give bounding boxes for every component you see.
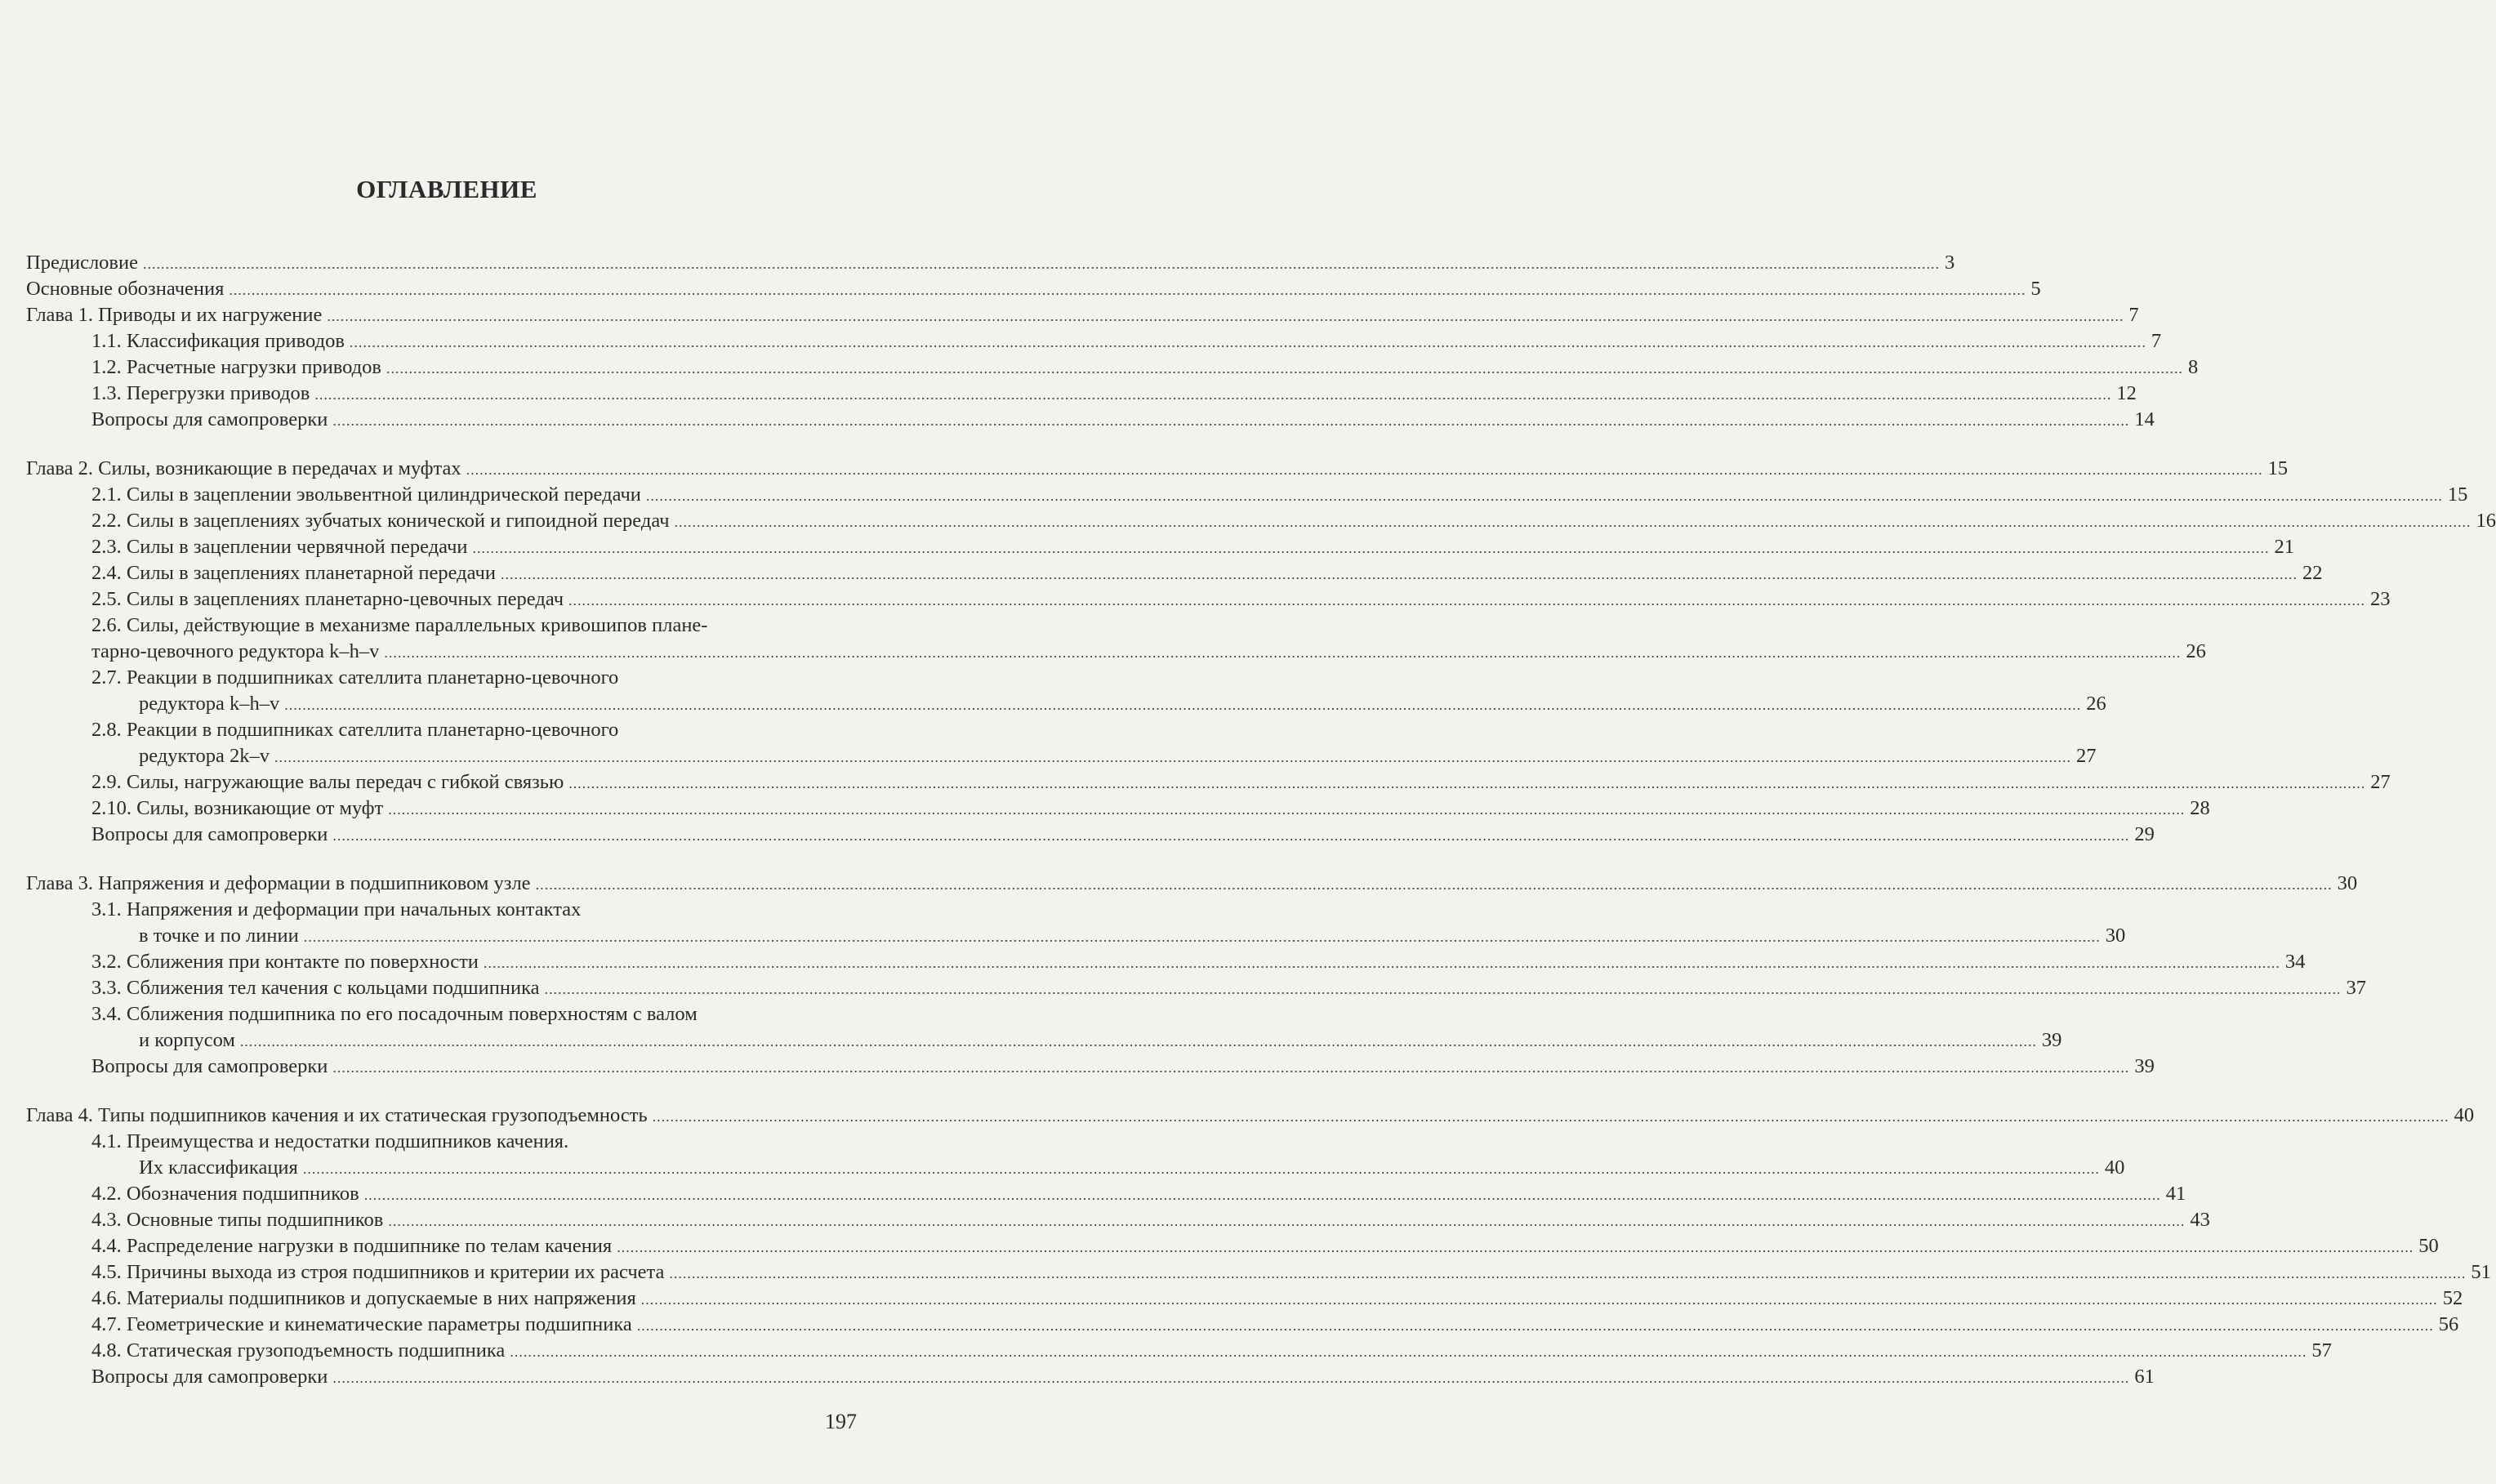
toc-leader-dots: ................................................................................................................................................................................................................................................................................................................................................................................................................ bbox=[500, 566, 2298, 582]
toc-entry bbox=[26, 1181, 2186, 1207]
toc-leader-dots: ................................................................................................................................................................................................................................................................................................................................................................................................................ bbox=[472, 540, 2270, 556]
toc-entry bbox=[26, 560, 2323, 586]
toc-entry-page: 40 bbox=[2454, 1104, 2475, 1126]
toc-entry bbox=[26, 482, 2468, 508]
toc-entry bbox=[26, 1259, 2491, 1286]
toc-leader-dots: ................................................................................................................................................................................................................................................................................................................................................................................................................ bbox=[617, 1239, 2414, 1255]
toc-entry bbox=[26, 665, 869, 691]
toc-entry-title: в точке и по линии bbox=[139, 923, 304, 949]
toc-entry bbox=[26, 1001, 869, 1027]
toc-entry-title: 1.3. Перегрузки приводов bbox=[91, 381, 314, 407]
toc-entry bbox=[26, 613, 869, 639]
toc-entry-page: 27 bbox=[2075, 745, 2097, 767]
toc-entry-title: 2.5. Силы в зацеплениях планетарно-цевочных передач bbox=[91, 586, 568, 613]
toc-entry bbox=[26, 276, 2041, 302]
toc-leader-dots: ................................................................................................................................................................................................................................................................................................................................................................................................................ bbox=[302, 1161, 2100, 1177]
toc-entry bbox=[26, 949, 2306, 975]
toc-entry-page: 3 bbox=[1944, 252, 1955, 274]
toc-leader-dots: ................................................................................................................................................................................................................................................................................................................................................................................................................ bbox=[384, 644, 2182, 661]
toc-entry-title: Вопросы для самопроверки bbox=[91, 407, 332, 433]
toc-entry-title: 2.4. Силы в зацеплениях планетарной передачи bbox=[91, 560, 501, 586]
toc-leader-dots: ................................................................................................................................................................................................................................................................................................................................................................................................................ bbox=[568, 775, 2366, 791]
toc-entry-title: 3.3. Сближения тел качения с кольцами подшипника bbox=[91, 975, 545, 1001]
toc-entry-title: 3.2. Сближения при контакте по поверхности bbox=[91, 949, 484, 975]
toc-entry-page: 34 bbox=[2284, 951, 2306, 973]
toc-entry bbox=[26, 302, 2139, 328]
toc-entry bbox=[26, 250, 1955, 276]
toc-leader-dots: ................................................................................................................................................................................................................................................................................................................................................................................................................ bbox=[388, 801, 2186, 818]
toc-entry-page: 8 bbox=[2187, 356, 2199, 378]
toc-entry-title: 2.9. Силы, нагружающие валы передач с гибкой связью bbox=[91, 769, 568, 795]
toc-leader-dots: ................................................................................................................................................................................................................................................................................................................................................................................................................ bbox=[332, 1370, 2130, 1386]
toc-leader-dots: ................................................................................................................................................................................................................................................................................................................................................................................................................ bbox=[388, 1213, 2186, 1229]
toc-entry-page: 57 bbox=[2311, 1339, 2332, 1361]
toc-entry-title: 2.1. Силы в зацеплении эвольвентной цилиндрической передачи bbox=[91, 482, 646, 508]
toc-leader-dots: ................................................................................................................................................................................................................................................................................................................................................................................................................ bbox=[652, 1108, 2449, 1125]
toc-entry-title: Предисловие bbox=[26, 250, 143, 276]
toc-leader-dots: ................................................................................................................................................................................................................................................................................................................................................................................................................ bbox=[483, 955, 2280, 971]
toc-entry-page: 37 bbox=[2346, 977, 2367, 999]
toc-entry bbox=[26, 871, 2358, 897]
toc-entry-page: 28 bbox=[2190, 797, 2210, 819]
toc-entry bbox=[26, 795, 2210, 822]
toc-entry-title: 1.1. Классификация приводов bbox=[91, 328, 350, 354]
toc-leader-dots: ................................................................................................................................................................................................................................................................................................................................................................................................................ bbox=[386, 360, 2183, 377]
toc-entry-page: 30 bbox=[2337, 872, 2358, 894]
toc-entry-page: 7 bbox=[2128, 304, 2139, 326]
toc-entry-title: 1.2. Расчетные нагрузки приводов bbox=[91, 354, 386, 381]
toc-entry-title: 4.5. Причины выхода из строя подшипников и критерии их расчета bbox=[91, 1259, 669, 1286]
toc-leader-dots: ................................................................................................................................................................................................................................................................................................................................................................................................................ bbox=[284, 697, 2082, 713]
toc-entry-title: 4.7. Геометрические и кинематические параметры подшипника bbox=[91, 1312, 637, 1338]
toc-entry-title: 2.8. Реакции в подшипниках сателлита планетарно-цевочного bbox=[91, 717, 623, 743]
toc-entry-page: 26 bbox=[2186, 640, 2206, 662]
toc-entry-title: 2.10. Силы, возникающие от муфт bbox=[91, 795, 388, 822]
toc-entry-page: 56 bbox=[2438, 1313, 2459, 1335]
toc-entry bbox=[26, 1233, 2439, 1259]
toc-entry-title: редуктора k–h–v bbox=[139, 691, 284, 717]
toc-entry-page: 43 bbox=[2190, 1209, 2210, 1231]
toc-entry bbox=[26, 534, 2294, 560]
toc-entry-page: 22 bbox=[2302, 562, 2323, 584]
toc-entry bbox=[26, 1207, 2210, 1233]
toc-entry bbox=[26, 1286, 2463, 1312]
toc-entry-title: 2.6. Силы, действующие в механизме параллельных кривошипов плане- bbox=[91, 613, 712, 639]
toc-entry bbox=[26, 1027, 2062, 1054]
toc-leader-dots: ................................................................................................................................................................................................................................................................................................................................................................................................................ bbox=[327, 308, 2124, 324]
toc-leader-dots: ................................................................................................................................................................................................................................................................................................................................................................................................................ bbox=[332, 827, 2130, 844]
toc-leader-dots: ................................................................................................................................................................................................................................................................................................................................................................................................................ bbox=[332, 1059, 2130, 1076]
toc-leader-dots: ................................................................................................................................................................................................................................................................................................................................................................................................................ bbox=[466, 461, 2263, 478]
toc-leader-dots: ................................................................................................................................................................................................................................................................................................................................................................................................................ bbox=[544, 981, 2342, 997]
toc-entry-title: Глава 4. Типы подшипников качения и их статическая грузоподъемность bbox=[26, 1103, 653, 1129]
toc-entry-title: Глава 1. Приводы и их нагружение bbox=[26, 302, 327, 328]
toc-entry-title: 4.1. Преимущества и недостатки подшипников качения. bbox=[91, 1129, 573, 1155]
toc-leader-dots: ................................................................................................................................................................................................................................................................................................................................................................................................................ bbox=[674, 514, 2471, 530]
toc-entry-page: 15 bbox=[2267, 457, 2289, 479]
toc-entry-page: 7 bbox=[2151, 330, 2162, 352]
toc-entry bbox=[26, 691, 2106, 717]
toc-entry-page: 52 bbox=[2442, 1287, 2463, 1309]
toc-entry bbox=[26, 743, 2097, 769]
toc-entry bbox=[26, 1054, 2155, 1080]
toc-entry-title: тарно-цевочного редуктора k–h–v bbox=[91, 639, 384, 665]
toc-entry bbox=[26, 1103, 2475, 1129]
table-of-contents bbox=[26, 250, 2496, 1390]
page-number: 197 bbox=[825, 1410, 857, 1433]
toc-entry-page: 26 bbox=[2086, 693, 2106, 715]
toc-entry-title: 2.3. Силы в зацеплении червячной передачи bbox=[91, 534, 473, 560]
toc-entry-title: Вопросы для самопроверки bbox=[91, 1364, 332, 1390]
toc-entry-title: 4.8. Статическая грузоподъемность подшипника bbox=[91, 1338, 510, 1364]
toc-entry bbox=[26, 1155, 2125, 1181]
toc-entry-page: 39 bbox=[2134, 1055, 2155, 1077]
toc-entry-page: 50 bbox=[2418, 1235, 2439, 1257]
toc-entry-title: Основные обозначения bbox=[26, 276, 229, 302]
toc-entry-title: 4.2. Обозначения подшипников bbox=[91, 1181, 364, 1207]
toc-entry-title: 3.1. Напряжения и деформации при начальных контактах bbox=[91, 897, 586, 923]
toc-entry-page: 51 bbox=[2471, 1261, 2491, 1283]
toc-entry bbox=[26, 1364, 2155, 1390]
toc-entry-page: 30 bbox=[2105, 925, 2126, 947]
toc-leader-dots: ................................................................................................................................................................................................................................................................................................................................................................................................................ bbox=[535, 876, 2333, 893]
toc-leader-dots: ................................................................................................................................................................................................................................................................................................................................................................................................................ bbox=[510, 1344, 2307, 1360]
toc-entry bbox=[26, 456, 2289, 482]
toc-leader-dots: ................................................................................................................................................................................................................................................................................................................................................................................................................ bbox=[363, 1187, 2161, 1203]
toc-leader-dots: ................................................................................................................................................................................................................................................................................................................................................................................................................ bbox=[229, 282, 2026, 298]
section-gap bbox=[26, 433, 869, 456]
section-gap bbox=[26, 1080, 869, 1103]
toc-entry bbox=[26, 1338, 2332, 1364]
toc-entry-page: 16 bbox=[2476, 510, 2496, 532]
toc-entry bbox=[26, 717, 869, 743]
toc-entry-title: Их классификация bbox=[139, 1155, 303, 1181]
toc-entry bbox=[26, 1129, 869, 1155]
toc-entry bbox=[26, 639, 2206, 665]
toc-entry-title: 4.3. Основные типы подшипников bbox=[91, 1207, 388, 1233]
toc-entry-title: 2.7. Реакции в подшипниках сателлита планетарно-цевочного bbox=[91, 665, 623, 691]
toc-leader-dots: ................................................................................................................................................................................................................................................................................................................................................................................................................ bbox=[142, 256, 1940, 272]
toc-entry bbox=[26, 1312, 2459, 1338]
toc-entry-title: Вопросы для самопроверки bbox=[91, 1054, 332, 1080]
toc-entry-page: 5 bbox=[2030, 278, 2041, 300]
toc-entry-page: 15 bbox=[2447, 484, 2468, 506]
toc-entry-page: 61 bbox=[2134, 1366, 2155, 1388]
toc-entry-page: 14 bbox=[2134, 408, 2155, 430]
toc-entry-title: 4.4. Распределение нагрузки в подшипнике по телам качения bbox=[91, 1233, 617, 1259]
toc-entry bbox=[26, 328, 2162, 354]
toc-leader-dots: ................................................................................................................................................................................................................................................................................................................................................................................................................ bbox=[332, 412, 2130, 429]
toc-leader-dots: ................................................................................................................................................................................................................................................................................................................................................................................................................ bbox=[239, 1033, 2037, 1049]
toc-entry-title: Глава 3. Напряжения и деформации в подшипниковом узле bbox=[26, 871, 536, 897]
toc-entry-title: 3.4. Сближения подшипника по его посадочным поверхностям с валом bbox=[91, 1001, 702, 1027]
toc-leader-dots: ................................................................................................................................................................................................................................................................................................................................................................................................................ bbox=[640, 1291, 2438, 1308]
toc-entry-title: редуктора 2k–v bbox=[139, 743, 274, 769]
toc-entry bbox=[26, 769, 2391, 795]
toc-entry bbox=[26, 897, 869, 923]
toc-entry bbox=[26, 354, 2199, 381]
toc-entry-title: Вопросы для самопроверки bbox=[91, 822, 332, 848]
toc-entry bbox=[26, 586, 2391, 613]
toc-entry-page: 23 bbox=[2370, 588, 2391, 610]
toc-leader-dots: ................................................................................................................................................................................................................................................................................................................................................................................................................ bbox=[636, 1317, 2434, 1334]
toc-entry bbox=[26, 923, 2126, 949]
toc-leader-dots: ................................................................................................................................................................................................................................................................................................................................................................................................................ bbox=[669, 1265, 2467, 1281]
toc-entry-title: 4.6. Материалы подшипников и допускаемые в них напряжения bbox=[91, 1286, 641, 1312]
toc-entry-page: 12 bbox=[2116, 382, 2137, 404]
toc-leader-dots: ................................................................................................................................................................................................................................................................................................................................................................................................................ bbox=[303, 929, 2101, 945]
toc-entry-title: Глава 2. Силы, возникающие в передачах и муфтах bbox=[26, 456, 466, 482]
toc-leader-dots: ................................................................................................................................................................................................................................................................................................................................................................................................................ bbox=[349, 334, 2146, 350]
toc-entry-title: 2.2. Силы в зацеплениях зубчатых конической и гипоидной передач bbox=[91, 508, 675, 534]
toc-entry-page: 40 bbox=[2104, 1156, 2125, 1179]
toc-leader-dots: ................................................................................................................................................................................................................................................................................................................................................................................................................ bbox=[274, 749, 2071, 765]
toc-entry bbox=[26, 822, 2155, 848]
toc-entry bbox=[26, 381, 2137, 407]
toc-entry-page: 41 bbox=[2165, 1183, 2186, 1205]
toc-entry-page: 39 bbox=[2041, 1029, 2062, 1051]
toc-leader-dots: ................................................................................................................................................................................................................................................................................................................................................................................................................ bbox=[645, 488, 2443, 504]
section-gap bbox=[26, 848, 869, 871]
page-title: ОГЛАВЛЕНИЕ bbox=[356, 175, 537, 203]
toc-entry bbox=[26, 407, 2155, 433]
toc-entry bbox=[26, 508, 2496, 534]
toc-entry-page: 21 bbox=[2274, 536, 2294, 558]
toc-entry-page: 29 bbox=[2134, 823, 2155, 845]
toc-leader-dots: ................................................................................................................................................................................................................................................................................................................................................................................................................ bbox=[568, 592, 2366, 608]
toc-leader-dots: ................................................................................................................................................................................................................................................................................................................................................................................................................ bbox=[314, 386, 2112, 403]
toc-entry-page: 27 bbox=[2370, 771, 2391, 793]
toc-entry bbox=[26, 975, 2367, 1001]
toc-entry-title: и корпусом bbox=[139, 1027, 240, 1054]
